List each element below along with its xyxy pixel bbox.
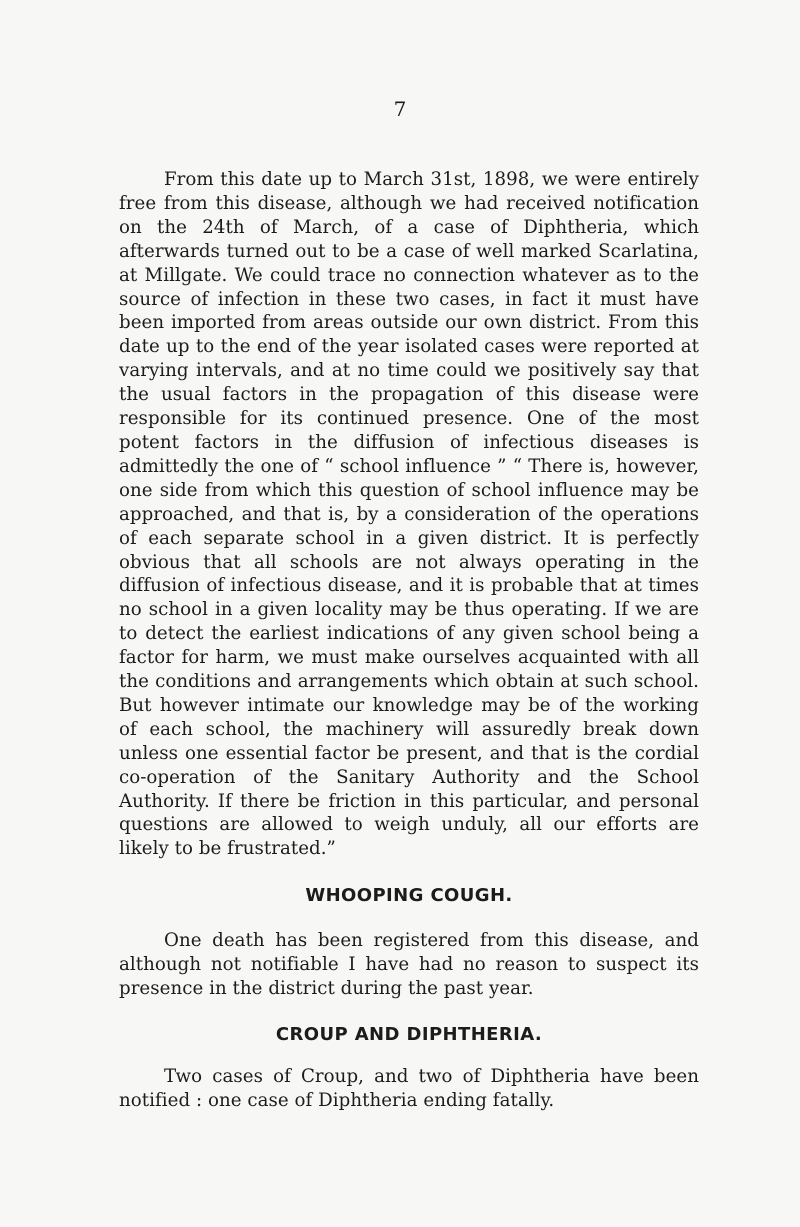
heading-whooping-cough: WHOOPING COUGH. [305,885,513,907]
page-content [119,168,699,1113]
paragraph-whooping-cough: One death has been registered from this disease, and although not notifiable I have had no reason to suspect its presence in the district during the past year. [119,930,699,1000]
paragraph-scarlatina-school-influence: From this date up to March 31st, 1898, we were entirely free from this disease, although we had received notification on the 24th of March, of a case of Diphtheria, which afterwards turned out to be a case of well marked Scarlatina, at Millgate. We could trace no connection whatever as to the source of infection in these two cases, in fact it must have been imported from areas outside our own district. From this date up to the end of the year isolated cases were reported at varying intervals, and at no time could we positively say that the usual factors in the propagation of this disease were responsible for its continued presence. One of the most potent factors in the diffusion of infectious diseases is admittedly the one of “ school influence ” “ There is, however, one side from which this question of school influence may be approached, and that is, by a consideration of the operations of each separate school in a given district. It is perfectly obvious that all schools are not always operating in the diffusion of infectious disease, and it is probable that at times no school in a given locality may be thus operating. If we are to detect the earliest indications of any given school being a factor for harm, we must make ourselves acquainted with all the conditions and arrangements which obtain at such school. But however intimate our knowledge may be of the working of each school, the machinery will assuredly break down unless one essential factor be present, and that is the cordial co-operation of the Sanitary Authority and the School Authority. If there be friction in this particular, and personal questions are allowed to weigh unduly, all our efforts are likely to be frustrated.” [119,169,699,860]
heading-croup-and-diphtheria: CROUP AND DIPHTHERIA. [275,1024,543,1045]
page-number: 7 [393,97,407,121]
paragraph-croup-and-diphtheria: Two cases of Croup, and two of Diphtheria have been notified : one case of Diphtheria ending fatally. [119,1066,699,1111]
